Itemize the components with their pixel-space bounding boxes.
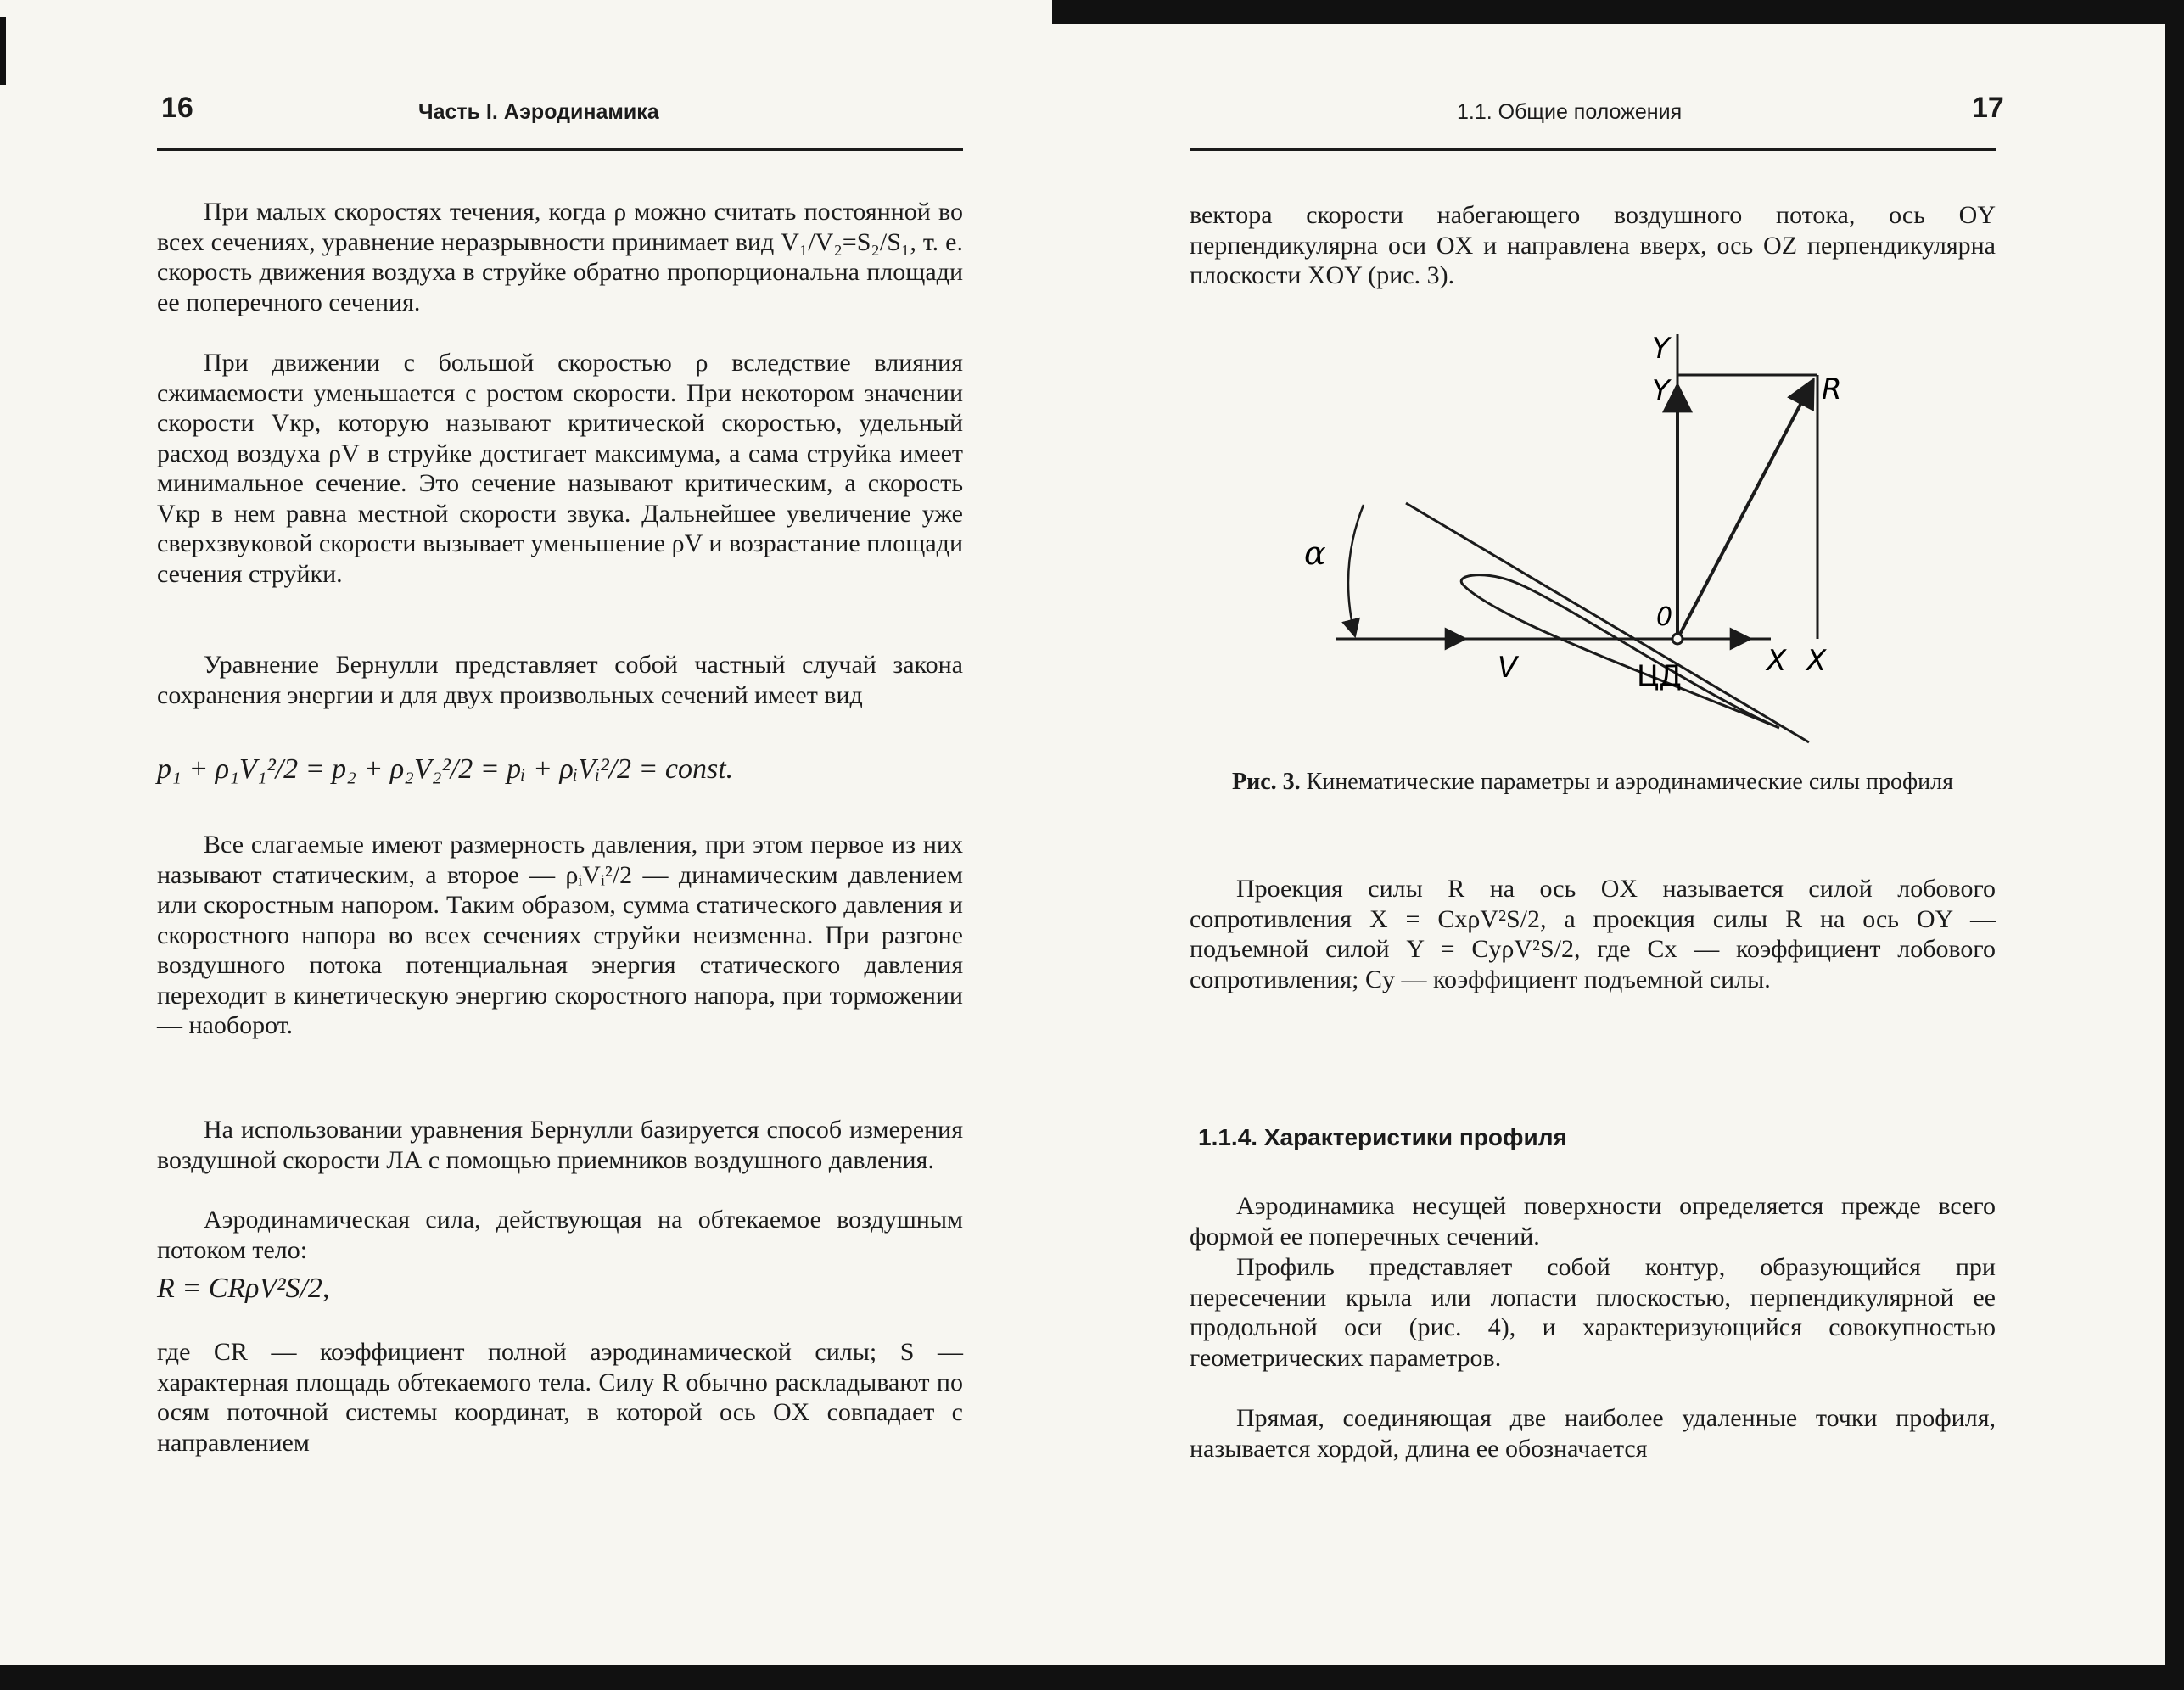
header-rule — [157, 148, 963, 151]
right-page — [1092, 0, 2184, 1690]
label-y-force: Y — [1652, 374, 1670, 408]
resultant-vector — [1677, 380, 1813, 639]
free-stream-line — [1406, 503, 1809, 742]
paragraph-profile-definition: Профиль представляет собой контур, образующийся при пересечении крыла или лопасти плоскостью, перпендикулярной ее продольной оси (рис. 4), и характеризующийся совокупностью геометрических параметров. — [1190, 1253, 1996, 1372]
paragraph-chord: Прямая, соединяющая две наиболее удаленные точки профиля, называется хордой, длина ее обозначается — [1190, 1404, 1996, 1463]
figure-caption — [1190, 767, 1996, 797]
page-number: 17 — [1972, 92, 2004, 124]
paragraph-drag-lift: Проекция силы R на ось OX называется силой лобового сопротивления X = CxρV²S/2, а проекция силы R на ось OY — подъемной силой Y = CyρV²S/2, где Cx — коэффициент лобового сопротивления; Cy — коэффициент подъемной силы. — [1190, 875, 1996, 993]
paragraph-airspeed-measurement: На использовании уравнения Бернулли базируется способ измерения воздушной скорости ЛА с помощью приемников воздушного давления. — [157, 1116, 963, 1174]
paragraph-airfoil-aero: Аэродинамика несущей поверхности определяется прежде всего формой ее поперечных сечений. — [1190, 1192, 1996, 1251]
label-y-axis: Y — [1652, 332, 1670, 366]
center-of-pressure-point — [1672, 634, 1683, 644]
page-number: 16 — [161, 92, 193, 124]
label-resultant: R — [1822, 372, 1842, 406]
paragraph-compressibility: При движении с большой скоростью ρ вследствие влияния сжимаемости уменьшается с ростом скорости. При некотором значении скорости Vкр, которую называют критической скоростью, удельный расход воздуха ρV в струйке достигает максимума, а сама струйка имеет минимальное сечение. Это сечение называют критическим, а скорость Vкр в нем равна местной скорости звука. Дальнейшее увеличение уже сверхзвуковой скорости вызывает уменьшение ρV и возрастание площади сечения струйки. — [157, 349, 963, 588]
paragraph-dynamic-pressure: Все слагаемые имеют размерность давления, при этом первое из них называют статическим, а второе — ρᵢVᵢ²/2 — динамическим давлением или скоростным напором. Таким образом, сумма статического давления и скоростного напора во всех сечениях струйки неизменна. При разгоне воздушного потока потенциальная энергия статического давления переходит в кинетическую энергию скоростного напора, при торможении — наоборот. — [157, 831, 963, 1039]
label-x-force: X — [1767, 644, 1787, 678]
running-header: Часть I. Аэродинамика — [418, 100, 659, 124]
label-velocity: V — [1498, 651, 1518, 685]
paragraph-axes: где CR — коэффициент полной аэродинамической силы; S — характерная площадь обтекаемого тела. Силу R обычно раскладывают по осям поточной системы координат, в которой ось OX совпадает с направлением — [157, 1338, 963, 1457]
aero-force-formula: R = CRρV²S/2, — [157, 1273, 330, 1304]
caption-prefix: Рис. 3. — [1231, 769, 1301, 795]
label-angle: α — [1304, 534, 1326, 572]
figure-3 — [1304, 322, 1915, 764]
paragraph-axes-continued: вектора скорости набегающего воздушного потока, ось OY перпендикулярна оси OX и направлена вверх, ось OZ перпендикулярна плоскости XOY (рис. 3). — [1190, 201, 1996, 289]
paragraph-continuity: При малых скоростях течения, когда ρ можно считать постоянной во всех сечениях, уравнение неразрывности принимает вид V₁/V₂=S₂/S₁, т. е. скорость движения воздуха в струйке обратно пропорциональна площади ее поперечного сечения. — [157, 198, 963, 316]
paragraph-bernoulli-intro: Уравнение Бернулли представляет собой частный случай закона сохранения энергии и для двух произвольных сечений имеет вид — [157, 651, 963, 709]
angle-arc — [1348, 505, 1364, 636]
bernoulli-formula: p₁ + ρ₁V₁²/2 = p₂ + ρ₂V₂²/2 = pᵢ + ρᵢVᵢ²/2 = const. — [157, 753, 734, 785]
section-heading: 1.1.4. Характеристики профиля — [1198, 1124, 1567, 1150]
label-origin: 0 — [1656, 602, 1673, 632]
label-x-axis: X — [1806, 644, 1827, 678]
caption-text: Кинематические параметры и аэродинамические силы профиля — [1306, 769, 1953, 795]
header-rule — [1190, 148, 1996, 151]
running-header: 1.1. Общие положения — [1457, 100, 1683, 124]
paragraph-aero-force: Аэродинамическая сила, действующая на обтекаемое воздушным потоком тело: — [157, 1206, 963, 1264]
label-center-of-pressure: ЦД — [1637, 659, 1682, 693]
